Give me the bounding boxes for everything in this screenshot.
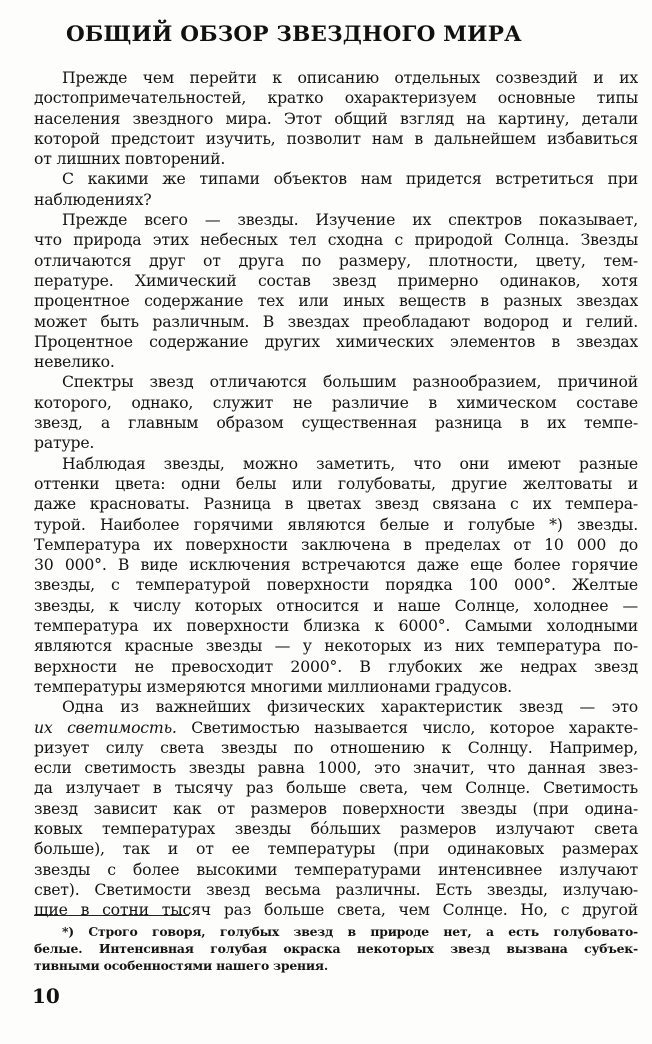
text-line: ризует силу света звезды по отношению к Солнцу. Например, xyxy=(34,737,638,757)
text-line: процентное содержание тех или иных веществ в разных звездах xyxy=(34,291,638,311)
text-line: турой. Наиболее горячими являются белые и голубые *) звезды. xyxy=(34,514,638,534)
text-line: оттенки цвета: одни белы или голубоваты, другие желтоваты и xyxy=(34,473,638,493)
text-line: достопримечательностей, кратко охарактеризуем основные типы xyxy=(34,88,638,108)
text-line: больше), так и от ее температуры (при одинаковых размерах xyxy=(34,839,638,859)
text-line: С какими же типами объектов нам придется встретиться при xyxy=(62,169,638,189)
text-line: от лишних повторений. xyxy=(34,149,226,169)
text-line: населения звездного мира. Этот общий взгляд на картину, детали xyxy=(34,108,638,128)
text-line: наблюдениях? xyxy=(34,189,152,209)
text-line: верхности не превосходит 2000°. В глубоких же недрах звезд xyxy=(34,656,638,676)
emphasized-term: их светимость. xyxy=(34,717,177,737)
text-line: ратуре. xyxy=(34,433,95,453)
text-line: свет). Светимости звезд весьма различны. Есть звезды, излучаю- xyxy=(34,879,638,899)
footnote-line: тивными особенностями нашего зрения. xyxy=(34,958,328,973)
text-line: звезды, к числу которых относится и наше Солнце, холоднее — xyxy=(34,595,638,615)
text-line-with-term xyxy=(34,718,638,738)
footnote-line: *) Строго говоря, голубых звезд в природе нет, а есть голубовато- xyxy=(62,924,638,939)
text-line: звезд, а главным образом существенная разница в их темпе- xyxy=(34,413,638,433)
text-line: отличаются друг от друга по размеру, плотности, цвету, тем- xyxy=(34,250,638,270)
text-line: ковых температурах звезды бо́льших размеров излучают света xyxy=(34,818,638,838)
footnote-divider xyxy=(34,915,189,916)
text-line: являются красные звезды — у некоторых из них температура по- xyxy=(34,636,638,656)
body-text xyxy=(34,68,638,920)
text-line: Прежде всего — звезды. Изучение их спектров показывает, xyxy=(62,210,638,230)
text-line: Одна из важнейших физических характеристик звезд — это xyxy=(62,697,638,717)
text-line: звезды, с температурой поверхности порядка 100 000°. Желтые xyxy=(34,575,638,595)
text-line: да излучает в тысячу раз больше света, чем Солнце. Светимость xyxy=(34,778,638,798)
footnote xyxy=(34,923,638,974)
text-line: щие в сотни тысяч раз больше света, чем Солнце. Но, с другой xyxy=(34,900,638,920)
text-line: Прежде чем перейти к описанию отдельных созвездий и их xyxy=(62,68,638,87)
footnote-line: белые. Интенсивная голубая окраска некоторых звезд вызвана субъек- xyxy=(34,941,638,956)
text-line: температура их поверхности близка к 6000°. Самыми холодными xyxy=(34,616,638,636)
page-number: 10 xyxy=(32,984,60,1008)
text-line: Наблюдая звезды, можно заметить, что они имеют разные xyxy=(62,453,638,473)
text-line: температуры измеряются многими миллионами градусов. xyxy=(34,676,512,696)
text-line: которой предстоит изучить, позволит нам в дальнейшем избавиться xyxy=(34,128,638,148)
text-line: Процентное содержание других химических элементов в звездах xyxy=(34,331,638,351)
text-line: может быть различным. В звездах преобладают водород и гелий. xyxy=(34,311,638,331)
text-line: звезды с более высокими температурами интенсивнее излучают xyxy=(34,859,638,879)
text-line: звезд зависит как от размеров поверхности звезды (при одина- xyxy=(34,798,638,818)
text-line-rest: Светимостью называется число, которое характе- xyxy=(176,717,638,737)
text-line: Температура их поверхности заключена в пределах от 10 000 до xyxy=(34,534,638,554)
chapter-title: ОБЩИЙ ОБЗОР ЗВЕЗДНОГО МИРА xyxy=(66,22,522,47)
text-line: которого, однако, служит не различие в химическом составе xyxy=(34,392,638,412)
text-line: даже красноваты. Разница в цветах звезд связана с их темпера- xyxy=(34,494,638,514)
text-line: невелико. xyxy=(34,352,115,372)
text-line: что природа этих небесных тел сходна с природой Солнца. Звезды xyxy=(34,230,638,250)
text-line: Спектры звезд отличаются большим разнообразием, причиной xyxy=(62,372,638,392)
text-line: если светимость звезды равна 1000, это значит, что данная звез- xyxy=(34,758,638,778)
text-line: 30 000°. В виде исключения встречаются даже еще более горячие xyxy=(34,555,638,575)
text-line: пературе. Химический состав звезд примерно одинаков, хотя xyxy=(34,270,638,290)
